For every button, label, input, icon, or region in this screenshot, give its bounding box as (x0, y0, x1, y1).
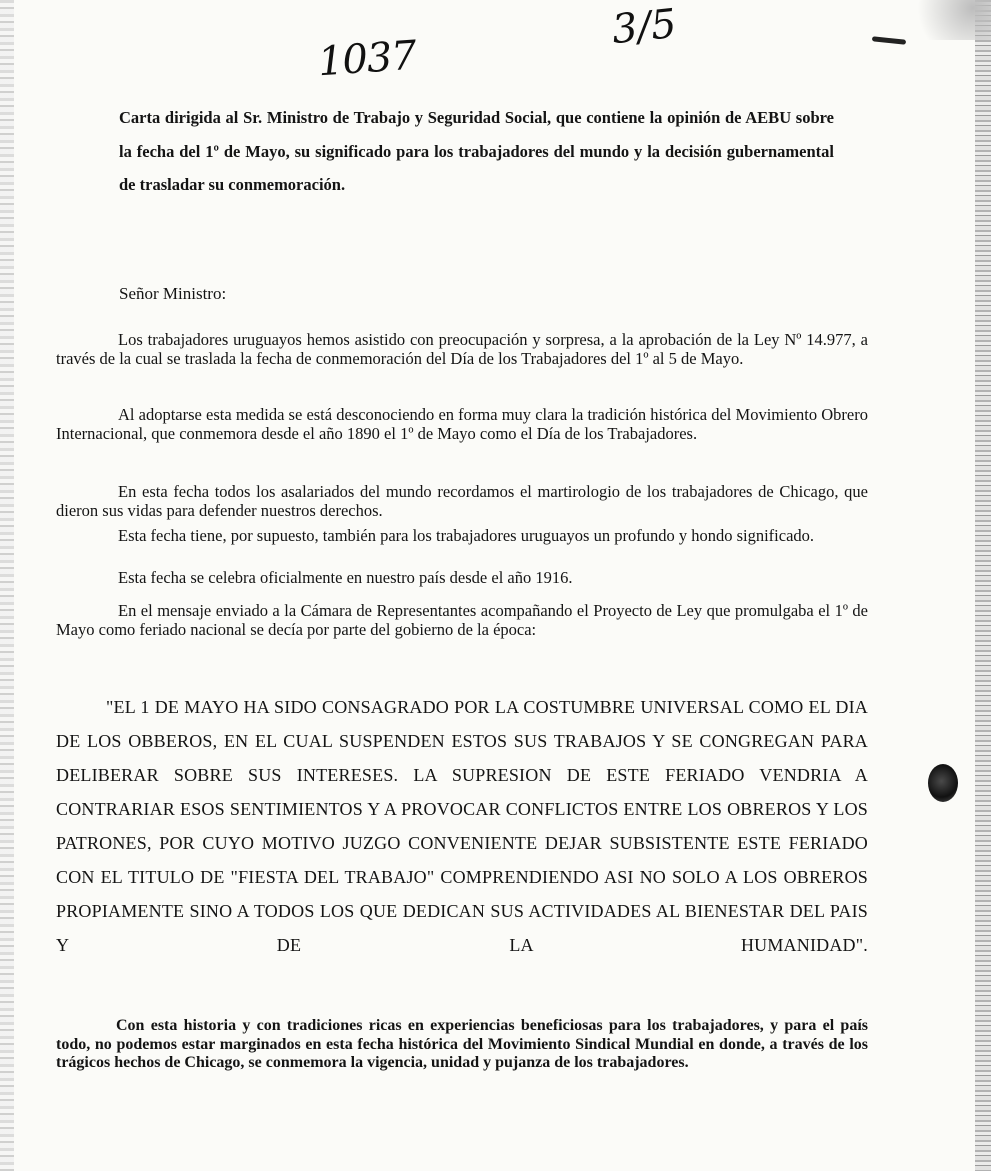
scan-right-edge (975, 0, 991, 1171)
paragraph: En esta fecha todos los asalariados del mundo recordamos el martirologio de los trabajadores de Chicago, que dieron sus vidas para defender nuestros derechos. (56, 482, 868, 520)
paragraph: Esta fecha se celebra oficialmente en nuestro país desde el año 1916. (118, 568, 573, 587)
punch-hole (928, 764, 958, 802)
government-quote: "EL 1 DE MAYO HA SIDO CONSAGRADO POR LA COSTUMBRE UNIVERSAL COMO EL DIA DE LOS OBBEROS, EN EL CUAL SUSPENDEN ESTOS SUS TRABAJOS Y SE CONGREGAN PARA DELIBERAR SOBRE SUS INTERESES. LA SUPRESION DE ESTE FERIADO VENDRIA A CONTRARIAR ESOS SENTIMIENTOS Y A PROVOCAR CONFLICTOS ENTRE LOS OBREROS Y LOS PATRONES, POR CUYO MOTIVO JUZGO CONVENIENTE DEJAR SUBSISTENTE ESTE FERIADO CON EL TITULO DE "FIESTA DEL TRABAJO" COMPRENDIENDO ASI NO SOLO A LOS OBREROS PROPIAMENTE SINO A TODOS LOS QUE DEDICAN SUS ACTIVIDADES AL BIENESTAR DEL PAIS Y DE LA HUMANIDAD". (56, 697, 868, 955)
paragraph: Esta fecha tiene, por supuesto, también para los trabajadores uruguayos un profundo y hondo significado. (118, 526, 815, 545)
paragraph: En el mensaje enviado a la Cámara de Representantes acompañando el Proyecto de Ley que promulgaba el 1º de Mayo como feriado nacional se decía por parte del gobierno de la época: (56, 601, 868, 639)
paragraph: Los trabajadores uruguayos hemos asistido con preocupación y sorpresa, a la aprobación de la Ley Nº 14.977, a través de la cual se traslada la fecha de conmemoración del Día de los Trabajadores del 1º al 5 de Mayo. (56, 330, 868, 368)
scan-left-edge (0, 0, 14, 1171)
paragraph: Al adoptarse esta medida se está desconociendo en forma muy clara la tradición histórica del Movimiento Obrero Internacional, que conmemora desde el año 1890 el 1º de Mayo como el Día de los Trabajadores. (56, 405, 868, 443)
scan-corner-shadow (901, 0, 991, 40)
handwritten-fraction: 3/5 (609, 0, 679, 54)
letter-header: Carta dirigida al Sr. Ministro de Trabajo y Seguridad Social, que contiene la opinión de AEBU sobre la fecha del 1º de Mayo, su significado para los trabajadores del mundo y la decisión gubernamental de trasladar su conmemoración. (119, 108, 834, 194)
handwritten-page-number: 1037 (316, 32, 418, 86)
greeting: Señor Ministro: (119, 284, 227, 303)
closing-paragraph: Con esta historia y con tradiciones ricas en experiencias beneficiosas para los trabajadores, y para el país todo, no podemos estar marginados en esta fecha histórica del Movimiento Sindical Mundial en donde, a través de los trágicos hechos de Chicago, se conmemora la vigencia, unidad y pujanza de los trabajadores. (56, 1017, 868, 1071)
